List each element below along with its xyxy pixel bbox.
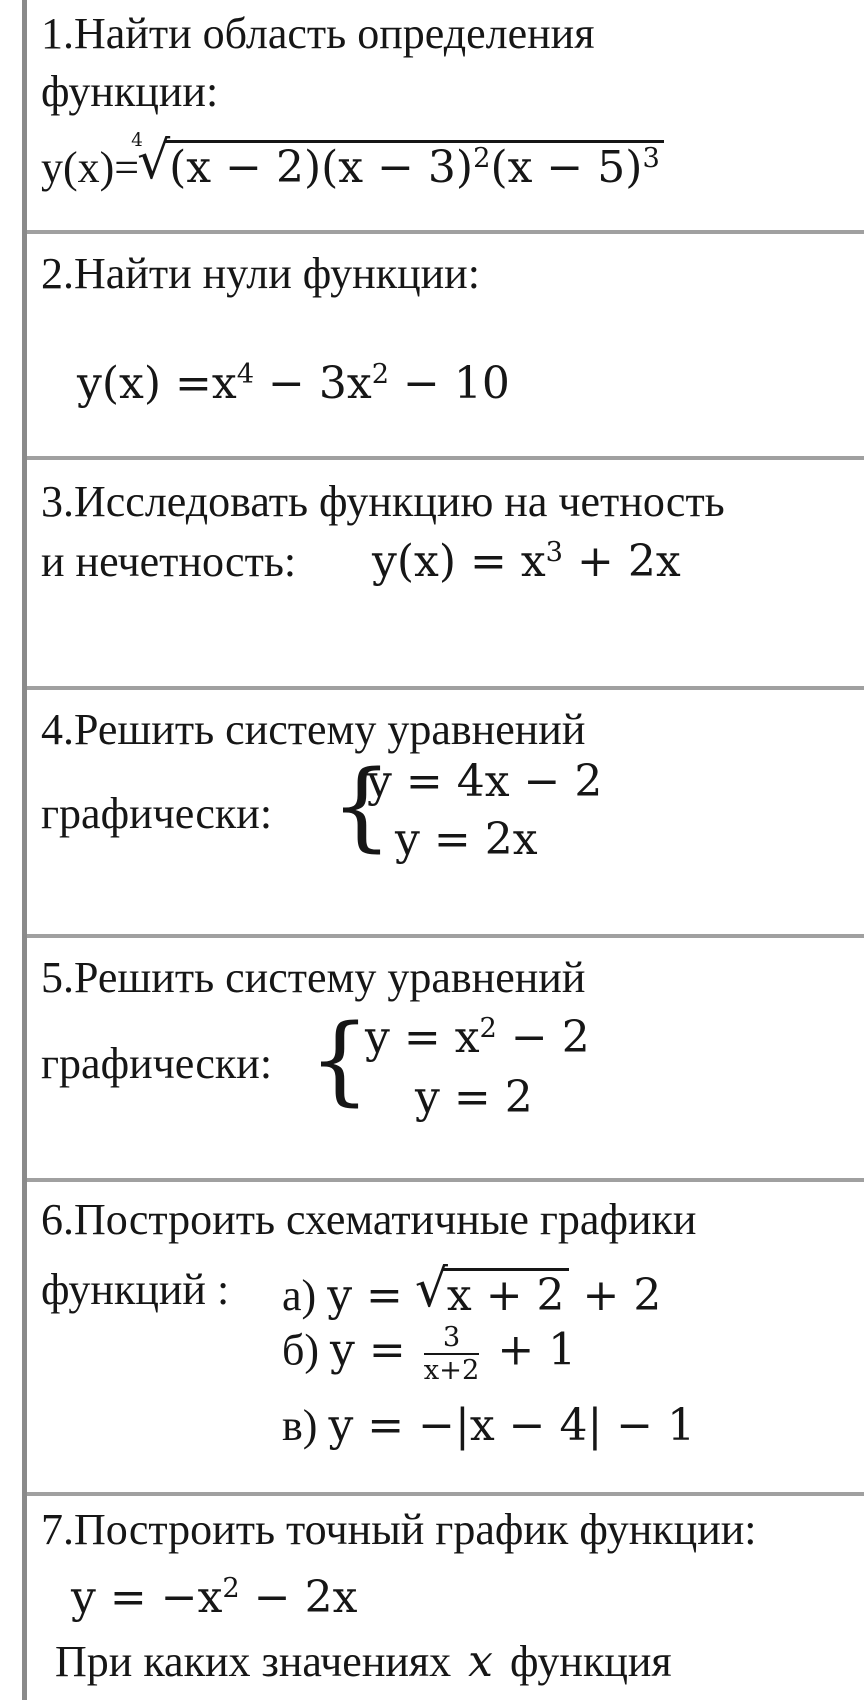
task-3-exp: 3 bbox=[545, 537, 564, 568]
task-2-tail: − 10 bbox=[389, 358, 510, 409]
task-2-term2-exp: 2 bbox=[371, 359, 390, 390]
task-6-a bbox=[282, 1268, 661, 1319]
task-4-brace-icon: { bbox=[331, 750, 393, 862]
task-1-exp-a: 2 bbox=[473, 143, 491, 174]
task-5-cell bbox=[27, 938, 864, 1178]
task-2-cell bbox=[27, 234, 864, 456]
task-3-cell bbox=[27, 460, 864, 686]
task-4-eq1: y = 4x − 2 bbox=[367, 756, 603, 807]
task-2-title: 2.Найти нули функции: bbox=[41, 249, 480, 298]
task-2-fn-prefix: y(x) = bbox=[77, 358, 212, 409]
task-1-root-index: √ 4 bbox=[131, 130, 143, 151]
task-6-title: 6.Построить схематичные графики bbox=[41, 1195, 697, 1244]
task-1-function bbox=[41, 130, 664, 193]
task-1-fn-prefix: y(x)= bbox=[41, 143, 140, 192]
task-6-b-prefix: y = bbox=[330, 1324, 420, 1376]
task-7-question-var: x bbox=[468, 1636, 493, 1687]
task-2-function bbox=[77, 358, 510, 409]
task-4-cell bbox=[27, 690, 864, 934]
task-5-title-cont: графически: bbox=[41, 1039, 273, 1088]
task-6-a-radicand: x + 2 bbox=[446, 1270, 565, 1321]
task-2-term1: x bbox=[211, 358, 237, 409]
task-6-b-label: б) bbox=[282, 1325, 320, 1375]
task-6-c bbox=[282, 1400, 696, 1451]
task-4-eq2: y = 2x bbox=[395, 814, 538, 865]
task-7-question bbox=[55, 1636, 672, 1687]
task-6-a-prefix: y = bbox=[327, 1270, 417, 1321]
task-7-function bbox=[71, 1572, 358, 1623]
task-6-b bbox=[282, 1322, 576, 1387]
task-7-question-part2: функция bbox=[510, 1637, 672, 1686]
task-5-eq1 bbox=[365, 1012, 590, 1063]
task-6-cell bbox=[27, 1182, 864, 1492]
task-6-c-expr: y = −|x − 4| − 1 bbox=[328, 1400, 696, 1451]
task-1-exp-b: 3 bbox=[642, 143, 660, 174]
task-6-c-label: в) bbox=[282, 1401, 318, 1450]
task-1-cell bbox=[27, 0, 864, 230]
task-6-b-numerator: 3 bbox=[424, 1322, 480, 1355]
task-3-function bbox=[372, 536, 681, 587]
task-6-b-fraction bbox=[424, 1322, 480, 1387]
task-6-a-label: а) bbox=[282, 1271, 317, 1320]
task-7-fn-base: y = −x bbox=[71, 1572, 223, 1623]
task-7-fn-tail: − 2x bbox=[239, 1572, 358, 1623]
task-7-title: 7.Построить точный график функции: bbox=[41, 1505, 757, 1554]
task-5-brace-icon: { bbox=[309, 1004, 371, 1116]
task-3-title: 3.Исследовать функцию на четность bbox=[41, 477, 725, 526]
task-3-fn-prefix: y(x) = x bbox=[372, 536, 546, 587]
task-7-fn-exp: 2 bbox=[222, 1573, 240, 1604]
task-6-a-tail: + 2 bbox=[568, 1270, 662, 1321]
task-3-tail: + 2x bbox=[563, 536, 681, 587]
task-5-eq2: y = 2 bbox=[415, 1072, 533, 1123]
task-4-title-cont: графически: bbox=[41, 789, 273, 838]
task-7-question-part1: При каких значениях bbox=[55, 1637, 452, 1686]
task-1-title: 1.Найти область определения bbox=[41, 9, 595, 58]
task-6-a-root bbox=[443, 1268, 569, 1319]
task-2-term1-exp: 4 bbox=[236, 359, 255, 390]
task-5-eq1-tail: − 2 bbox=[496, 1012, 590, 1063]
task-5-title: 5.Решить систему уравнений bbox=[41, 953, 586, 1002]
task-6-b-denominator: x+2 bbox=[423, 1355, 480, 1387]
task-1-title-cont: функции: bbox=[41, 67, 219, 116]
task-2-term2: − 3x bbox=[254, 358, 372, 409]
task-1-radicand-a: (x − 2)(x − 3) bbox=[169, 142, 474, 193]
task-4-title: 4.Решить систему уравнений bbox=[41, 705, 586, 754]
task-6-title-cont: функций : bbox=[41, 1265, 230, 1314]
task-5-eq1-base: y = x bbox=[365, 1012, 480, 1063]
task-5-eq1-exp: 2 bbox=[479, 1013, 497, 1044]
task-3-title-cont: и нечетность: bbox=[41, 537, 297, 586]
task-6-b-tail: + 1 bbox=[483, 1324, 577, 1376]
task-1-root bbox=[131, 130, 664, 193]
task-7-cell bbox=[27, 1496, 864, 1700]
task-1-radicand-b: (x − 5) bbox=[490, 142, 643, 193]
